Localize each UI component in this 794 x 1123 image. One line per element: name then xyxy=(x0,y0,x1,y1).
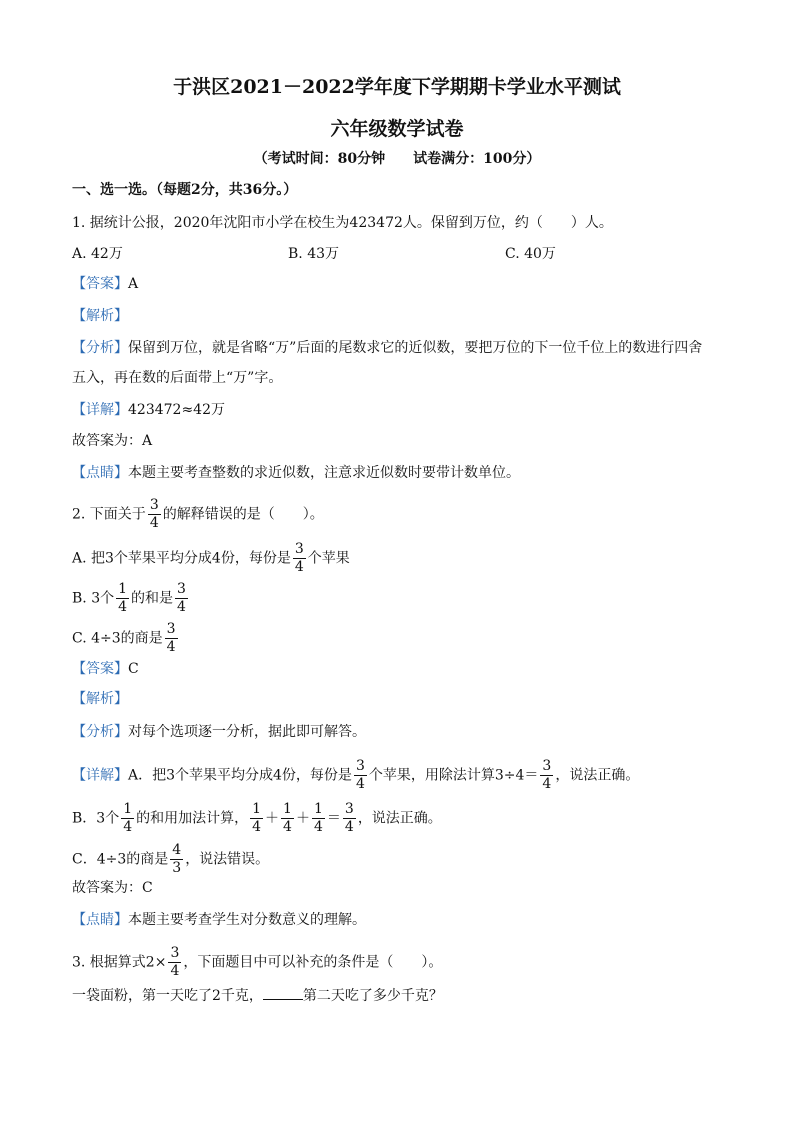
q2-stem-text-end: 的解释错误的是（ ）。 xyxy=(162,506,324,523)
q2-option-b xyxy=(72,581,190,616)
fraction-1-4: $\frac{1}{4}$ xyxy=(313,801,323,835)
fraction-1-4: $\frac{1}{4}$ xyxy=(283,801,292,835)
fenxi-text: 对每个选项逐一分析，据此即可解答。 xyxy=(128,724,366,740)
plus-sign: ＋ xyxy=(265,810,280,827)
fraction-1-4: $\frac{1}{4}$ xyxy=(123,801,133,835)
q2-stem-text: 2. 下面关于 xyxy=(72,506,146,523)
fill-blank xyxy=(263,985,303,1000)
dianjing-text: 本题主要考查学生对分数意义的理解。 xyxy=(128,912,366,928)
answer-tag: 【答案】 xyxy=(72,661,128,677)
q2-answer xyxy=(72,659,139,679)
exam-info xyxy=(0,148,794,168)
xiangjie-text: 423472≈42万 xyxy=(128,402,225,418)
q3-text xyxy=(72,985,443,1006)
q3-text-end: 第二天吃了多少千克？ xyxy=(302,988,443,1004)
q3-stem-text: 3. 根据算式2× xyxy=(72,954,167,971)
q2-fenxi xyxy=(72,722,366,742)
fenxi-tag: 【分析】 xyxy=(72,724,128,740)
fraction-3-4: $\frac{3}{4}$ xyxy=(166,621,176,655)
dianjing-text: 本题主要考查整数的求近似数，注意求近似数时要带计数单位。 xyxy=(128,465,520,481)
answer-tag: 【答案】 xyxy=(72,276,128,292)
q2-xiangjie-c xyxy=(72,842,269,877)
q1-option-c: C. 40万 xyxy=(505,246,556,262)
plus-sign: ＋ xyxy=(295,810,310,827)
xiangjie-c-text-end: ，说法错误。 xyxy=(185,851,270,868)
xiangjie-a-text: A．把3个苹果平均分成4份，每份是 xyxy=(128,767,352,784)
q1-analysis-tag: 【解析】 xyxy=(72,308,128,324)
q2-option-a xyxy=(72,541,350,576)
q1-xiangjie xyxy=(72,400,225,420)
equals-sign: ＝ xyxy=(326,810,341,827)
q3-stem-text-end: ，下面题目中可以补充的条件是（ ）。 xyxy=(183,954,443,971)
fenxi-text: 保留到万位，就是省略“万”后面的尾数求它的近似数，要把万位的下一位千位上的数进行四舍 xyxy=(128,340,703,356)
option-b-text: B. 3个 xyxy=(72,590,115,607)
fraction-3-4: $\frac{3}{4}$ xyxy=(355,758,365,792)
fraction-3-4: $\frac{3}{4}$ xyxy=(542,758,552,792)
option-a-text: A. 把3个苹果平均分成4份，每份是 xyxy=(72,550,291,567)
exam-time: （考试时间：80分钟 xyxy=(253,151,386,167)
xiangjie-tag: 【详解】 xyxy=(72,767,128,784)
fraction-1-4: $\frac{1}{4}$ xyxy=(118,581,128,615)
fraction-3-4: $\frac{3}{4}$ xyxy=(294,541,304,575)
option-b-text-mid: 的和是 xyxy=(131,590,174,607)
xiangjie-b-text-end: ，说法正确。 xyxy=(357,810,442,827)
q1-conclusion: 故答案为：A xyxy=(72,433,153,449)
fenxi-tag: 【分析】 xyxy=(72,340,128,356)
dianjing-tag: 【点睛】 xyxy=(72,465,128,481)
exam-subtitle: 六年级数学试卷 xyxy=(330,118,464,140)
fraction-4-3: $\frac{4}{3}$ xyxy=(172,842,182,876)
exam-score: 试卷满分：100分） xyxy=(413,151,541,167)
q1-option-a: A. 42万 xyxy=(72,246,123,262)
q3-stem xyxy=(72,945,442,980)
q1-answer xyxy=(72,274,138,294)
option-a-text-end: 个苹果 xyxy=(307,550,350,567)
xiangjie-a-text-mid: 个苹果，用除法计算3÷4＝ xyxy=(368,767,539,784)
fraction-3-4: $\frac{3}{4}$ xyxy=(149,497,159,531)
xiangjie-b-text-mid: 的和用加法计算， xyxy=(136,810,249,827)
fraction-3-4: $\frac{3}{4}$ xyxy=(177,581,186,615)
xiangjie-a-text-end: ，说法正确。 xyxy=(555,767,640,784)
q1-fenxi xyxy=(72,338,702,358)
q2-conclusion: 故答案为：C xyxy=(72,880,153,896)
answer-value: A xyxy=(128,276,139,292)
section-heading: 一、选一选。（每题2分，共36分。） xyxy=(72,182,298,198)
q2-xiangjie-a xyxy=(72,758,639,793)
q2-dianjing xyxy=(72,910,366,930)
q1-stem: 1. 据统计公报，2020年沈阳市小学在校生为423472人。保留到万位，约（ ）人。 xyxy=(72,215,613,231)
xiangjie-tag: 【详解】 xyxy=(72,402,128,418)
q2-analysis-tag: 【解析】 xyxy=(72,691,128,707)
xiangjie-b-text: B．3个 xyxy=(72,810,120,827)
q1-fenxi-cont: 五入，再在数的后面带上“万”字。 xyxy=(72,370,283,386)
fraction-3-4: $\frac{3}{4}$ xyxy=(170,945,180,979)
dianjing-tag: 【点睛】 xyxy=(72,912,128,928)
q3-text-start: 一袋面粉，第一天吃了2千克， xyxy=(72,988,263,1004)
fraction-3-4: $\frac{3}{4}$ xyxy=(344,801,354,835)
q1-option-b: B. 43万 xyxy=(288,246,340,262)
q2-xiangjie-b xyxy=(72,801,442,836)
fraction-1-4: $\frac{1}{4}$ xyxy=(252,801,262,835)
exam-title: 于洪区2021－2022学年度下学期期卡学业水平测试 xyxy=(173,76,621,98)
option-c-text: C. 4÷3的商是 xyxy=(72,630,163,647)
q1-dianjing xyxy=(72,463,520,483)
answer-value: C xyxy=(128,661,139,677)
xiangjie-c-text: C．4÷3的商是 xyxy=(72,851,169,868)
q2-stem xyxy=(72,497,324,532)
q2-option-c xyxy=(72,621,180,656)
